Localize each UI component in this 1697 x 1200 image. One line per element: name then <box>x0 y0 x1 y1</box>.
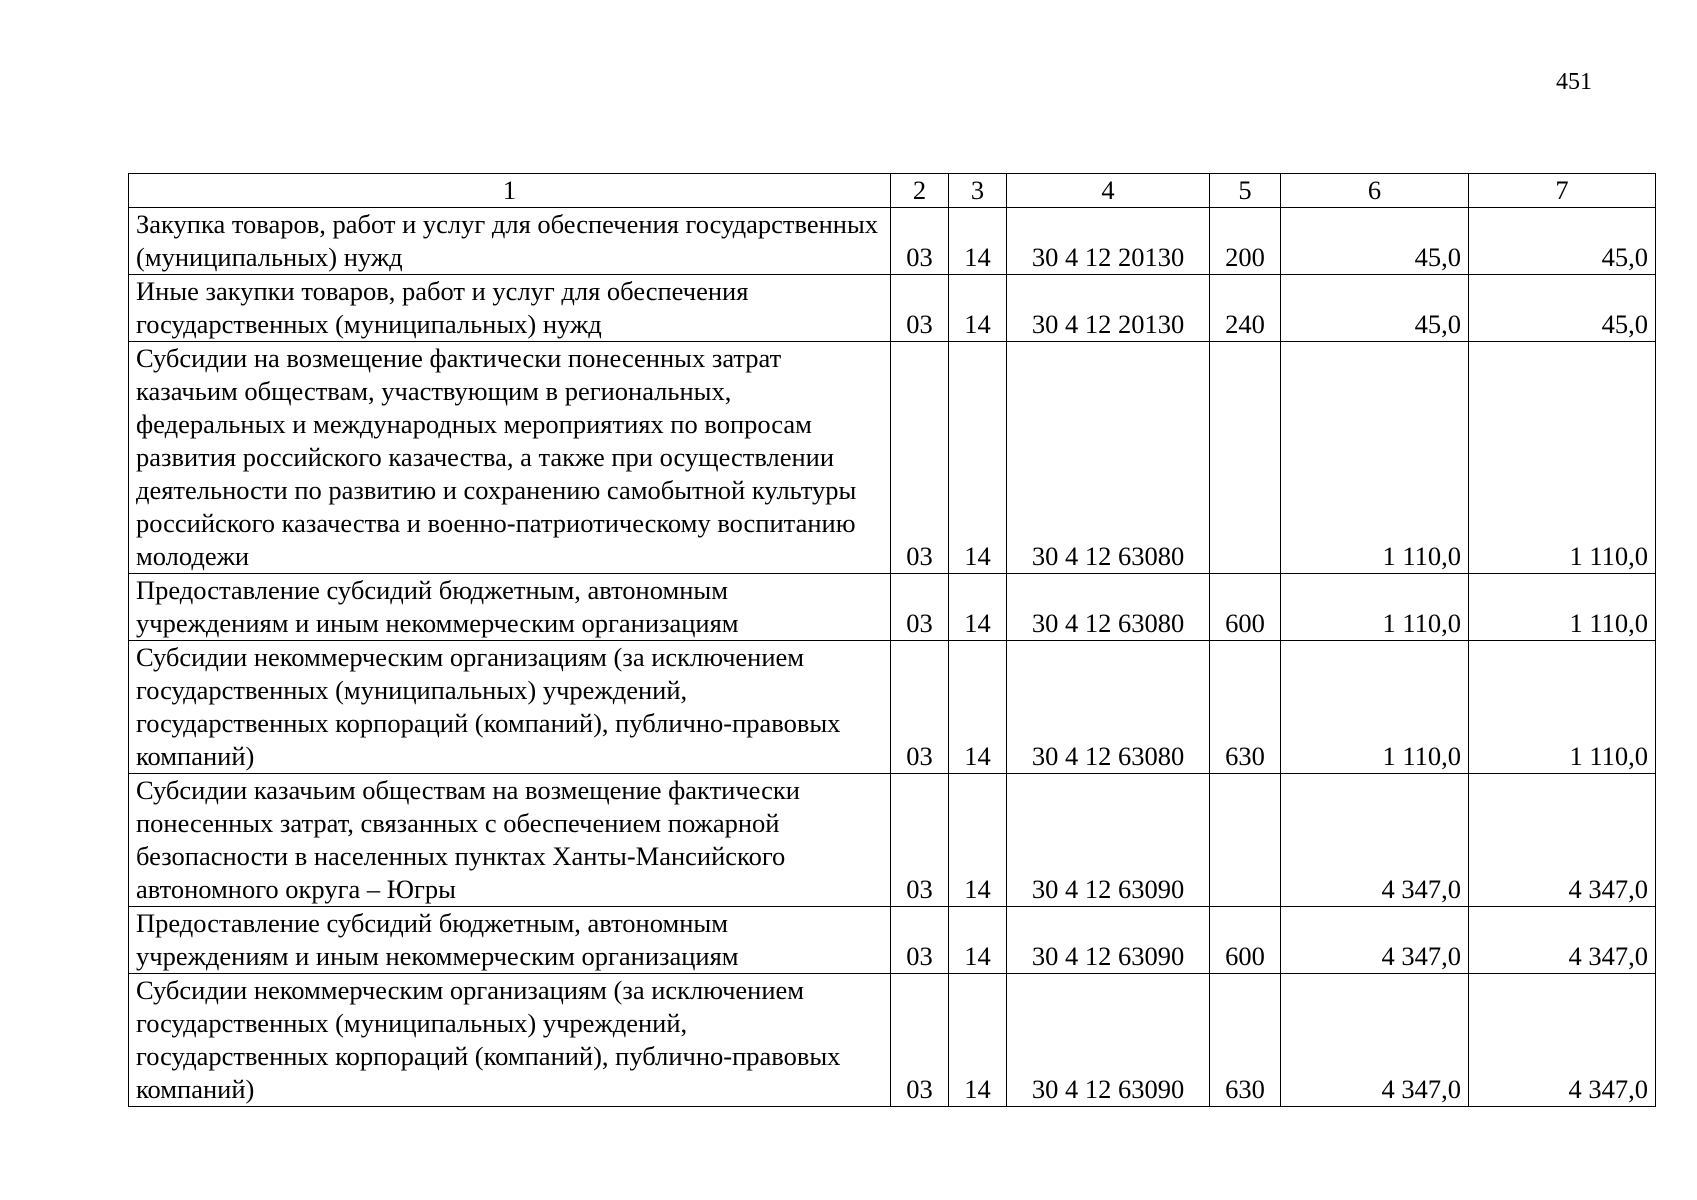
header-cell-5: 5 <box>1210 174 1281 208</box>
amount-col-7: 45,0 <box>1469 275 1656 342</box>
table-row <box>129 208 1656 275</box>
expense-name: Иные закупки товаров, работ и услуг для обеспечения государственных (муниципальных) нужд <box>129 275 891 342</box>
section-code: 03 <box>891 774 949 907</box>
table-row <box>129 774 1656 907</box>
expense-type-code: 600 <box>1210 907 1281 974</box>
header-cell-2: 2 <box>891 174 949 208</box>
section-code: 03 <box>891 641 949 774</box>
section-code: 03 <box>891 974 949 1107</box>
expense-type-code: 600 <box>1210 574 1281 641</box>
amount-col-6: 4 347,0 <box>1281 974 1469 1107</box>
table-row <box>129 574 1656 641</box>
amount-col-6: 4 347,0 <box>1281 907 1469 974</box>
expense-name: Субсидии казачьим обществам на возмещение фактически понесенных затрат, связанных с обеспечением пожарной безопасности в населенных пунктах Ханты-Мансийского автономного округа – Югры <box>129 774 891 907</box>
expense-type-code: 630 <box>1210 974 1281 1107</box>
expense-type-code: 240 <box>1210 275 1281 342</box>
page-number: 451 <box>1556 69 1592 95</box>
table-row <box>129 907 1656 974</box>
expense-name: Субсидии некоммерческим организациям (за исключением государственных (муниципальных) учреждений, государственных корпораций (компаний), публично-правовых компаний) <box>129 974 891 1107</box>
section-code: 03 <box>891 275 949 342</box>
subsection-code: 14 <box>949 907 1007 974</box>
amount-col-6: 45,0 <box>1281 208 1469 275</box>
amount-col-7: 1 110,0 <box>1469 574 1656 641</box>
expense-name: Закупка товаров, работ и услуг для обеспечения государственных (муниципальных) нужд <box>129 208 891 275</box>
target-article-code: 30 4 12 63080 <box>1007 641 1210 774</box>
amount-col-7: 4 347,0 <box>1469 774 1656 907</box>
expense-name: Субсидии на возмещение фактически понесенных затрат казачьим обществам, участвующим в региональных, федеральных и международных мероприятиях по вопросам развития российского казачества, а также при осуществлении деятельности по развитию и сохранению самобытной культуры российского казачества и военно-патриотическому воспитанию молодежи <box>129 342 891 574</box>
target-article-code: 30 4 12 63090 <box>1007 774 1210 907</box>
subsection-code: 14 <box>949 342 1007 574</box>
section-code: 03 <box>891 574 949 641</box>
amount-col-7: 4 347,0 <box>1469 907 1656 974</box>
section-code: 03 <box>891 342 949 574</box>
expense-name: Предоставление субсидий бюджетным, автономным учреждениям и иным некоммерческим организациям <box>129 907 891 974</box>
header-cell-1: 1 <box>129 174 891 208</box>
subsection-code: 14 <box>949 641 1007 774</box>
expense-type-code: 200 <box>1210 208 1281 275</box>
table-row <box>129 275 1656 342</box>
subsection-code: 14 <box>949 208 1007 275</box>
expense-name: Предоставление субсидий бюджетным, автономным учреждениям и иным некоммерческим организациям <box>129 574 891 641</box>
target-article-code: 30 4 12 63090 <box>1007 907 1210 974</box>
expense-type-code: 630 <box>1210 641 1281 774</box>
target-article-code: 30 4 12 20130 <box>1007 208 1210 275</box>
expense-name: Субсидии некоммерческим организациям (за исключением государственных (муниципальных) учреждений, государственных корпораций (компаний), публично-правовых компаний) <box>129 641 891 774</box>
amount-col-6: 1 110,0 <box>1281 641 1469 774</box>
amount-col-6: 45,0 <box>1281 275 1469 342</box>
target-article-code: 30 4 12 63090 <box>1007 974 1210 1107</box>
target-article-code: 30 4 12 20130 <box>1007 275 1210 342</box>
amount-col-7: 4 347,0 <box>1469 974 1656 1107</box>
target-article-code: 30 4 12 63080 <box>1007 574 1210 641</box>
header-row <box>129 174 1656 208</box>
expense-type-code <box>1210 342 1281 574</box>
section-code: 03 <box>891 907 949 974</box>
header-cell-6: 6 <box>1281 174 1469 208</box>
header-cell-4: 4 <box>1007 174 1210 208</box>
subsection-code: 14 <box>949 774 1007 907</box>
amount-col-6: 1 110,0 <box>1281 574 1469 641</box>
subsection-code: 14 <box>949 974 1007 1107</box>
section-code: 03 <box>891 208 949 275</box>
subsection-code: 14 <box>949 574 1007 641</box>
table-row <box>129 342 1656 574</box>
amount-col-7: 45,0 <box>1469 208 1656 275</box>
header-cell-7: 7 <box>1469 174 1656 208</box>
amount-col-6: 4 347,0 <box>1281 774 1469 907</box>
target-article-code: 30 4 12 63080 <box>1007 342 1210 574</box>
table-row <box>129 974 1656 1107</box>
amount-col-7: 1 110,0 <box>1469 342 1656 574</box>
header-cell-3: 3 <box>949 174 1007 208</box>
amount-col-6: 1 110,0 <box>1281 342 1469 574</box>
table-row <box>129 641 1656 774</box>
expense-type-code <box>1210 774 1281 907</box>
budget-table <box>128 173 1656 1107</box>
subsection-code: 14 <box>949 275 1007 342</box>
amount-col-7: 1 110,0 <box>1469 641 1656 774</box>
